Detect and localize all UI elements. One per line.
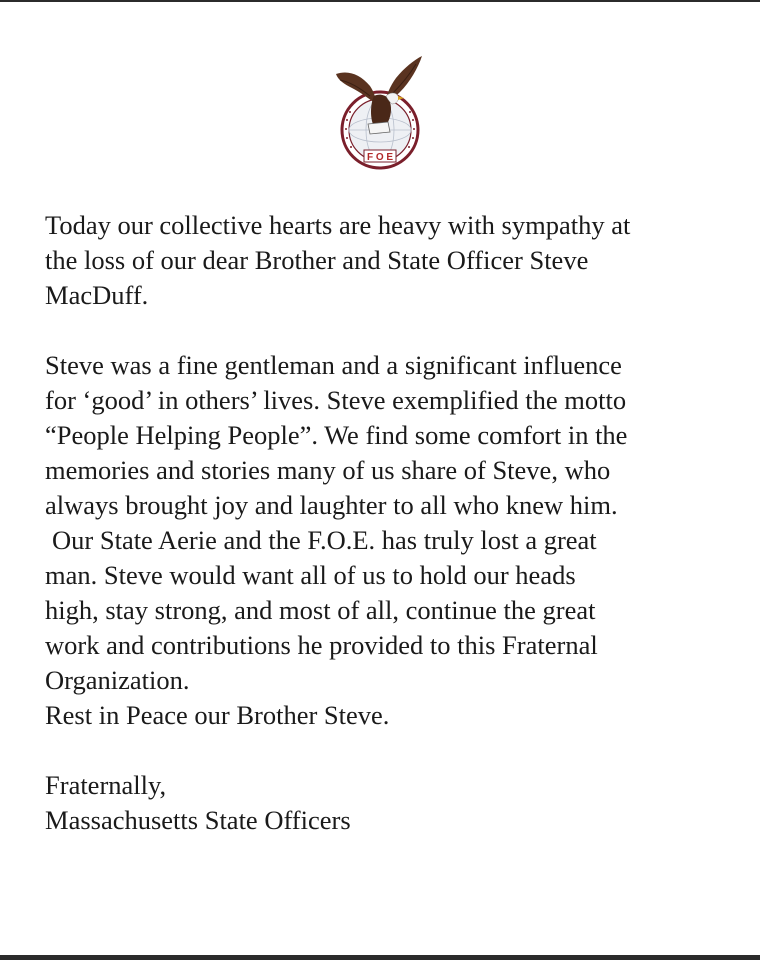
line: memories and stories many of us share of Steve, who xyxy=(45,455,611,485)
line: high, stay strong, and most of all, continue the great xyxy=(45,595,596,625)
line: Steve was a fine gentleman and a significant influence xyxy=(45,350,622,380)
paragraph-1 xyxy=(45,208,725,313)
line: always brought joy and laughter to all who knew him. xyxy=(45,490,618,520)
line: man. Steve would want all of us to hold our heads xyxy=(45,560,576,590)
foe-eagle-logo xyxy=(330,52,430,172)
closing: Fraternally, xyxy=(45,770,167,800)
line: Organization. xyxy=(45,665,190,695)
line: Rest in Peace our Brother Steve. xyxy=(45,700,390,730)
eagle-emblem-icon xyxy=(330,52,430,172)
line: MacDuff. xyxy=(45,280,149,310)
bottom-border xyxy=(0,955,760,960)
memorial-letter xyxy=(45,208,725,838)
line: “People Helping People”. We find some comfort in the xyxy=(45,420,628,450)
top-border xyxy=(0,0,760,2)
line: Today our collective hearts are heavy with sympathy at xyxy=(45,210,631,240)
line: work and contributions he provided to this Fraternal xyxy=(45,630,598,660)
line: Our State Aerie and the F.O.E. has truly lost a great xyxy=(52,525,597,555)
paragraph-2 xyxy=(45,348,725,733)
foe-lettering: F O E xyxy=(366,152,394,163)
signature: Massachusetts State Officers xyxy=(45,805,351,835)
line: the loss of our dear Brother and State Officer Steve xyxy=(45,245,589,275)
closing-block xyxy=(45,768,725,838)
line: for ‘good’ in others’ lives. Steve exemplified the motto xyxy=(45,385,627,415)
